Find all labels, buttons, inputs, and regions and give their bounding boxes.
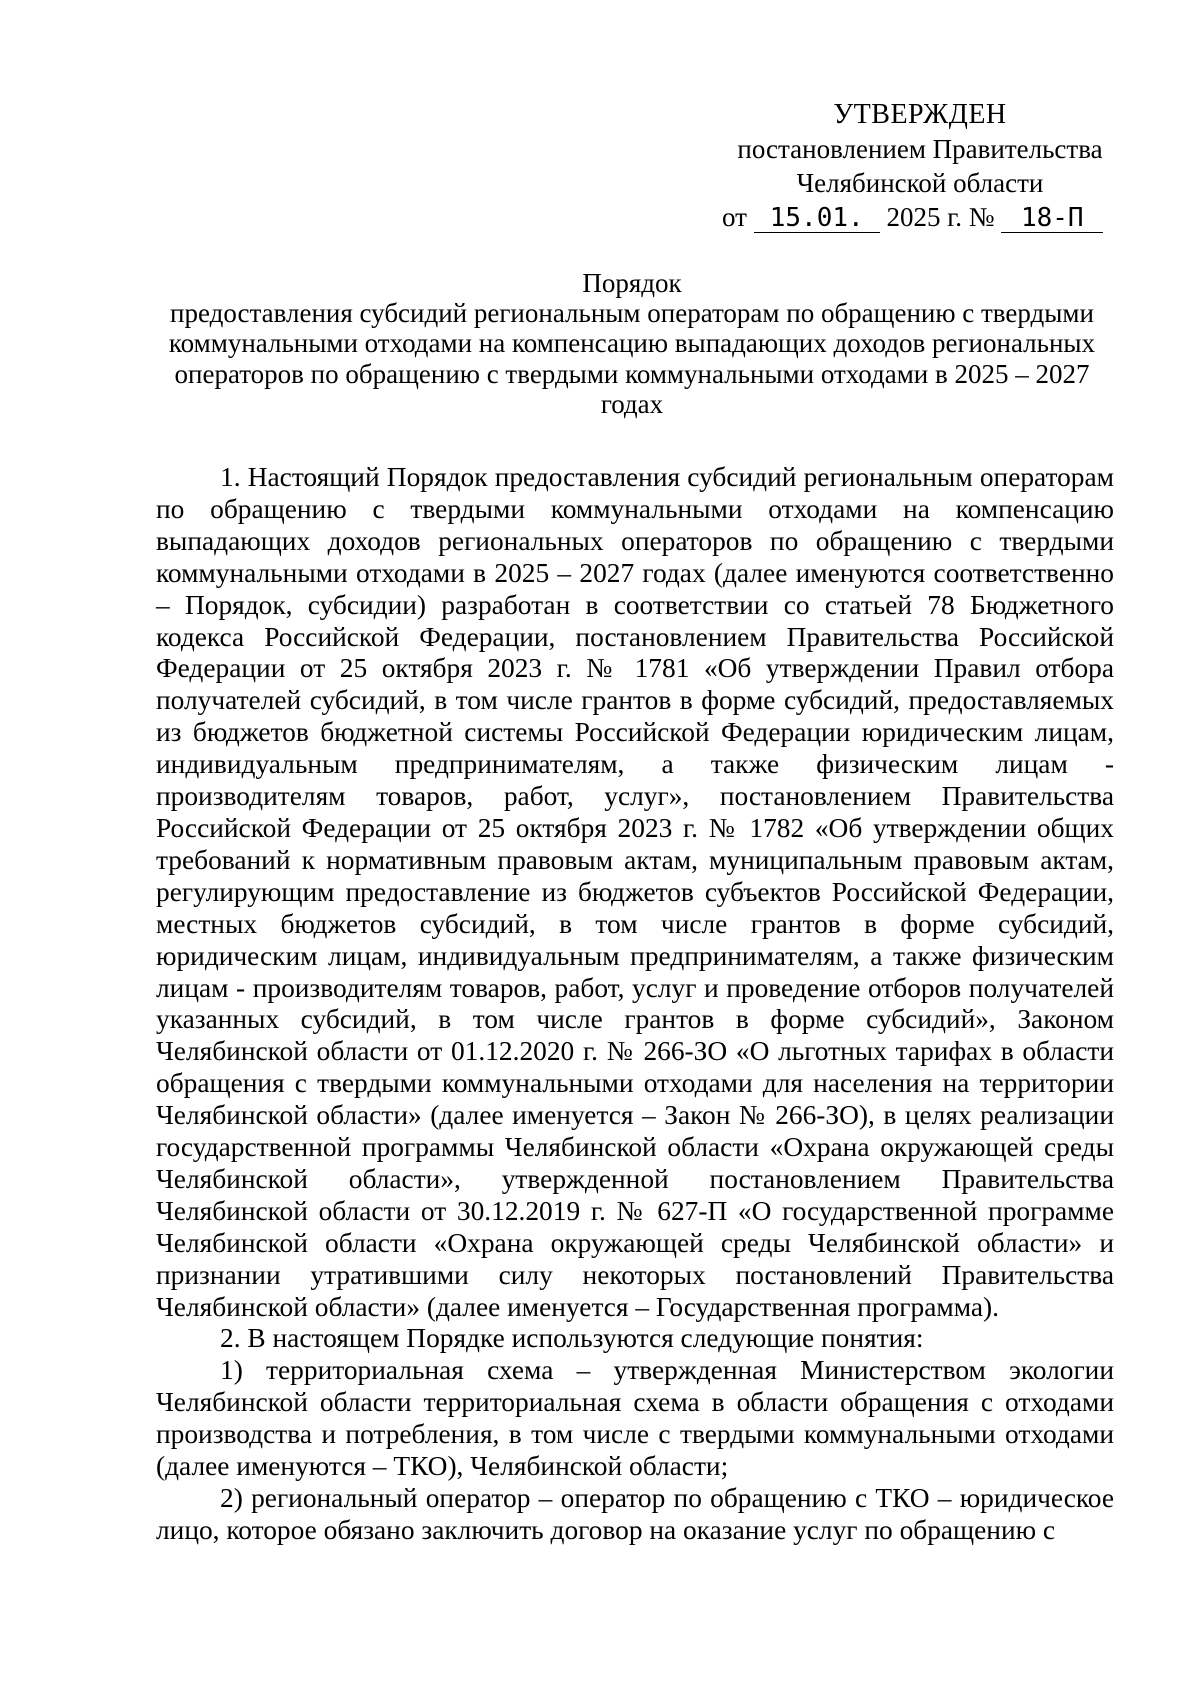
- definition-1: 1) территориальная схема – утвержденная Министерством экологии Челябинской области территориальная схема в области обращения с отходами производства и потребления, в том числе с твердыми коммунальными отходами (далее именуются – ТКО), Челябинской области;: [156, 1355, 1114, 1482]
- approval-stamp: [720, 98, 1120, 200]
- approval-year: 2025 г. №: [886, 202, 995, 232]
- document-heading: [150, 268, 1114, 419]
- document-body: [156, 462, 1114, 1547]
- approval-number-handwritten: 18-П: [1001, 204, 1103, 233]
- paragraph-2: 2. В настоящем Порядке используются следующие понятия:: [220, 1323, 924, 1354]
- approval-date-handwritten: 15.01.: [754, 204, 880, 233]
- approval-date-line: [722, 200, 1122, 234]
- approval-line-2: Челябинской области: [796, 168, 1044, 198]
- paragraph-1: 1. Настоящий Порядок предоставления субсидий региональным операторам по обращению с твердыми коммунальными отходами на компенсацию выпадающих доходов региональных операторов по обращению с твердыми коммунальными отходами в 2025 – 2027 годах (далее именуются соответственно – Порядок, субсидии) разработан в соответствии со статьей 78 Бюджетного кодекса Российской Федерации, постановлением Правительства Российской Федерации от 25 октября 2023 г. № 1781 «Об утверждении Правил отбора получателей субсидий, в том числе грантов в форме субсидий, предоставляемых из бюджетов бюджетной системы Российской Федерации юридическим лицам, индивидуальным предпринимателям, а также физическим лицам - производителям товаров, работ, услуг», постановлением Правительства Российской Федерации от 25 октября 2023 г. № 1782 «Об утверждении общих требований к нормативным правовым актам, муниципальным правовым актам, регулирующим предоставление из бюджетов субъектов Российской Федерации, местных бюджетов субсидий, в том числе грантов в форме субсидий, юридическим лицам, индивидуальным предпринимателям, а также физическим лицам - производителям товаров, работ, услуг и проведение отборов получателей указанных субсидий, в том числе грантов в форме субсидий», Законом Челябинской области от 01.12.2020 г. № 266-ЗО «О льготных тарифах в области обращения с твердыми коммунальными отходами для населения на территории Челябинской области» (далее именуется – Закон № 266-ЗО), в целях реализации государственной программы Челябинской области «Охрана окружающей среды Челябинской области», утвержденной постановлением Правительства Челябинской области от 30.12.2019 г. № 627-П «О государственной программе Челябинской области «Охрана окружающей среды Челябинской области» и признании утратившими силу некоторых постановлений Правительства Челябинской области» (далее именуется – Государственная программа).: [156, 462, 1114, 1322]
- approval-title: УТВЕРЖДЕН: [833, 99, 1007, 130]
- document-title: Порядок: [582, 268, 682, 298]
- approval-line-1: постановлением Правительства: [737, 134, 1103, 164]
- document-subtitle: предоставления субсидий региональным операторам по обращению с твердыми коммунальными отходами на компенсацию выпадающих доходов региональных операторов по обращению с твердыми коммунальными отходами в 2025 – 2027 годах: [168, 298, 1096, 419]
- approval-from-prefix: от: [722, 202, 747, 232]
- definition-2: 2) региональный оператор – оператор по обращению с ТКО – юридическое лицо, которое обязано заключить договор на оказание услуг по обращению с: [156, 1483, 1114, 1545]
